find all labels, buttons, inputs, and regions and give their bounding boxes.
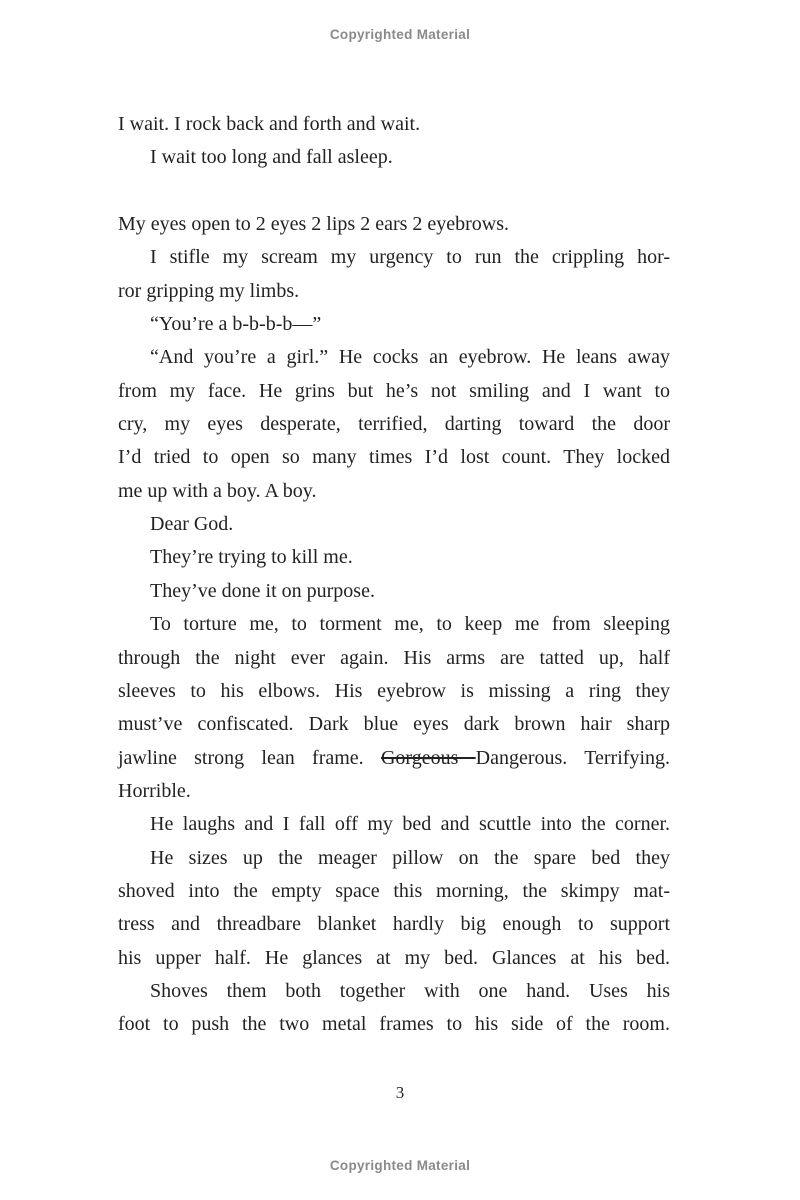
paragraph — [118, 508, 670, 541]
text-segment: sleeves to his elbows. His eyebrow is missing a ring they — [118, 679, 670, 702]
paragraph — [118, 842, 670, 975]
text-segment: his upper half. He glances at my bed. Glances at his bed. — [118, 946, 670, 969]
text-line — [118, 575, 670, 608]
text-line — [118, 208, 670, 241]
text-line — [118, 708, 670, 741]
text-line — [118, 375, 670, 408]
text-line — [118, 275, 670, 308]
text-segment: Dangerous. Terrifying. — [475, 746, 670, 769]
text-segment: Shoves them both together with one hand. Uses his — [150, 979, 670, 1002]
text-line — [118, 541, 670, 574]
paragraph — [118, 608, 670, 808]
text-segment: cry, my eyes desperate, terrified, darting toward the door — [118, 413, 670, 436]
paragraph — [118, 341, 670, 508]
text-segment: They’ve done it on purpose. — [150, 579, 375, 602]
paragraph — [118, 308, 670, 341]
text-segment: My eyes open to 2 eyes 2 lips 2 ears 2 eyebrows. — [118, 213, 510, 236]
paragraph — [118, 541, 670, 574]
text-segment: I wait. I rock back and forth and wait. — [118, 113, 421, 135]
paragraph — [118, 575, 670, 608]
paragraph — [118, 975, 670, 1042]
text-segment: me up with a boy. A boy. — [118, 479, 317, 502]
text-segment: jawline strong lean frame. — [118, 746, 381, 769]
text-line — [118, 642, 670, 675]
text-segment: “You’re a b-b-b-b—” — [150, 313, 322, 336]
text-segment: To torture me, to torment me, to keep me from sleeping — [150, 613, 670, 636]
text-line — [118, 675, 670, 708]
text-segment: tress and threadbare blanket hardly big enough to support — [118, 913, 670, 936]
text-segment: I stifle my scream my urgency to run the crippling hor- — [150, 246, 670, 269]
text-segment: from my face. He grins but he’s not smiling and I want to — [118, 379, 670, 402]
paragraph — [118, 208, 670, 241]
copyright-notice-bottom: Copyrighted Material — [329, 1158, 471, 1173]
text-line — [118, 141, 670, 174]
text-segment: must’ve confiscated. Dark blue eyes dark brown hair sharp — [118, 713, 670, 736]
text-line — [118, 608, 670, 641]
text-line — [118, 775, 670, 808]
paragraph — [118, 141, 670, 174]
text-segment: He laughs and I fall off my bed and scuttle into the corner. — [150, 813, 670, 836]
struck-word: Gorgeous — [380, 746, 476, 769]
text-segment: through the night ever again. His arms are tatted up, half — [118, 646, 670, 669]
text-segment: Dear God. — [150, 513, 234, 536]
paragraph — [118, 108, 670, 141]
copyright-notice-top: Copyrighted Material — [329, 27, 471, 42]
text-line — [118, 308, 670, 341]
text-line — [118, 908, 670, 941]
text-line — [118, 942, 670, 975]
text-line — [118, 742, 670, 775]
text-line — [118, 108, 670, 141]
text-line — [118, 842, 670, 875]
body-text — [118, 108, 670, 1042]
text-line — [118, 508, 670, 541]
text-segment: I wait too long and fall asleep. — [150, 146, 393, 169]
page-number: 3 — [395, 1083, 405, 1102]
paragraph — [118, 808, 670, 841]
text-segment: ror gripping my limbs. — [118, 279, 300, 302]
text-segment: They’re trying to kill me. — [150, 546, 353, 569]
text-line — [118, 1008, 670, 1041]
text-segment: He sizes up the meager pillow on the spare bed they — [150, 846, 670, 869]
text-segment: shoved into the empty space this morning, the skimpy mat- — [118, 879, 670, 902]
text-line — [118, 441, 670, 474]
text-line — [118, 241, 670, 274]
paragraph — [118, 241, 670, 308]
text-line — [118, 475, 670, 508]
text-line — [118, 408, 670, 441]
text-line — [118, 808, 670, 841]
text-segment: “And you’re a girl.” He cocks an eyebrow. He leans away — [150, 346, 670, 369]
text-segment: foot to push the two metal frames to his side of the room. — [118, 1013, 670, 1036]
text-line — [118, 875, 670, 908]
text-line — [118, 341, 670, 374]
text-segment: I’d tried to open so many times I’d lost count. They locked — [118, 446, 670, 469]
text-segment: Horrible. — [118, 779, 191, 802]
text-line — [118, 975, 670, 1008]
